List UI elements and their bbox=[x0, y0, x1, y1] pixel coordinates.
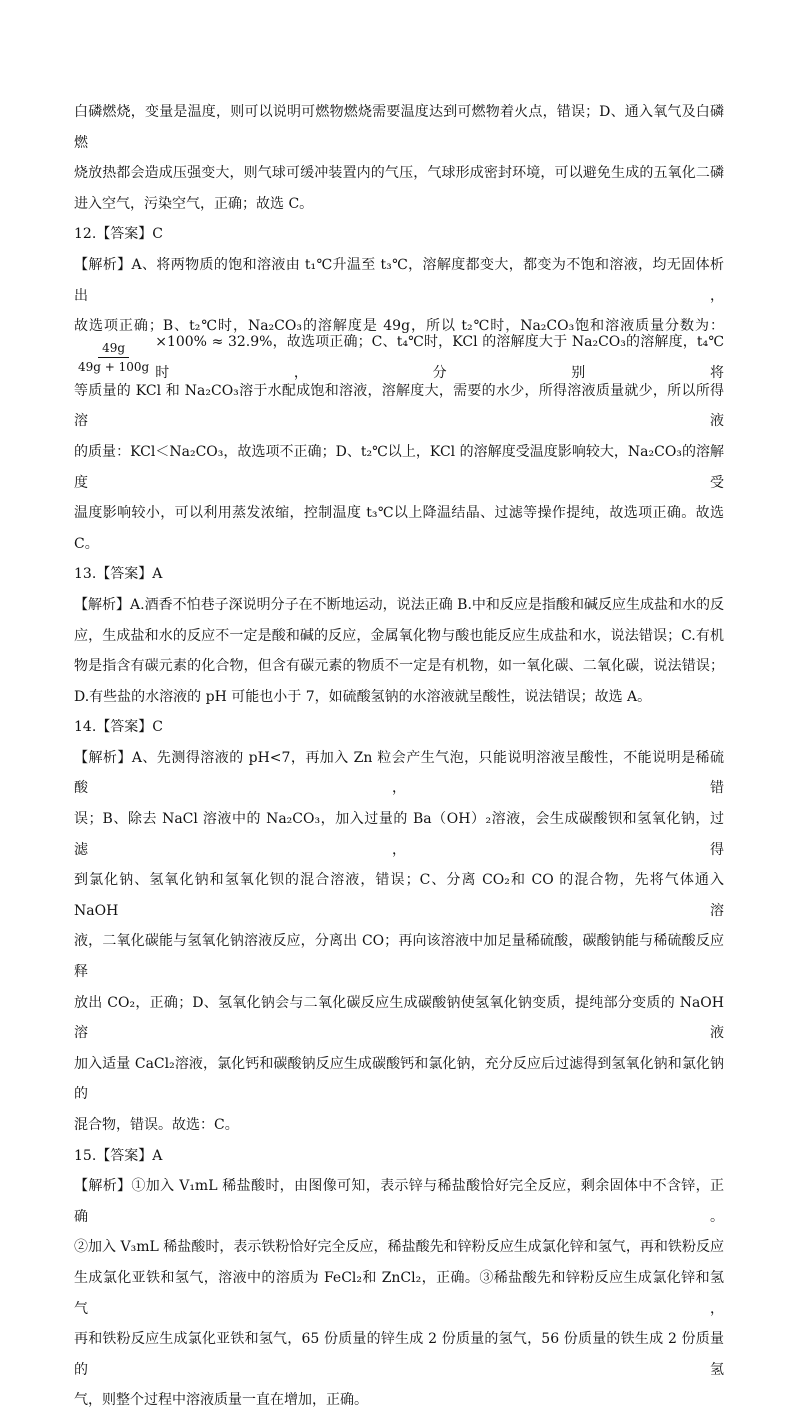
q11-line: 白磷燃烧，变量是温度，则可以说明可燃物燃烧需要温度达到可燃物着火点，错误；D、通入氧气及白磷燃 bbox=[74, 104, 724, 151]
q14-line: 液，二氧化碳能与氢氧化钠溶液反应，分离出 CO；再向该溶液中加足量稀硫酸，碳酸钠能与稀硫酸反应释 bbox=[74, 933, 724, 981]
q14-line: 误；B、除去 NaCl 溶液中的 Na₂CO₃，加入过量的 Ba（OH）₂溶液，会生成碳酸钡和氢氧化钠，过滤，得 bbox=[74, 811, 724, 858]
fraction-denominator: 49g + 100g bbox=[78, 360, 150, 375]
q15-line: 再和铁粉反应生成氯化亚铁和氢气，65 份质量的锌生成 2 份质量的氢气，56 份质量的铁生成 2 份质量的氢 bbox=[74, 1331, 724, 1378]
q15-line: 生成氯化亚铁和氢气，溶液中的溶质为 FeCl₂和 ZnCl₂，正确。③稀盐酸先和锌粉反应生成氯化锌和氢气， bbox=[74, 1269, 724, 1317]
q14-line: 到氯化钠、氢氧化钠和氢氧化钡的混合溶液，错误；C、分离 CO₂和 CO 的混合物，先将气体通入 NaOH 溶 bbox=[74, 872, 724, 919]
fraction-numerator: 49g bbox=[98, 340, 129, 358]
q12-line: 故选项正确；B、t₂℃时，Na₂CO₃的溶解度是 49g，所以 t₂℃时，Na₂CO₃饱和溶液质量分数为： bbox=[74, 318, 724, 335]
q11-line: 进入空气，污染空气，正确；故选 C。 bbox=[74, 195, 314, 212]
mass-fraction-formula bbox=[74, 340, 153, 375]
q13-line: D.有些盐的水溶液的 pH 可能也小于 7，如硫酸氢钠的水溶液就呈酸性，说法错误；故选 A。 bbox=[74, 688, 652, 705]
q13-line: 应，生成盐和水的反应不一定是酸和碱的反应，金属氧化物与酸也能反应生成盐和水，说法错误；C.有机 bbox=[74, 627, 724, 644]
q13-line: 物是指含有碳元素的化合物，但含有碳元素的物质不一定是有机物，如一氧化碳、二氧化碳，说法错误； bbox=[74, 658, 724, 675]
q14-answer-header: 14.【答案】C bbox=[74, 719, 163, 736]
q12-line: 的质量：KCl＜Na₂CO₃，故选项不正确；D、t₂℃以上，KCl 的溶解度受温度影响较大，Na₂CO₃的溶解度受 bbox=[74, 443, 724, 491]
q14-line: 混合物，错误。故选：C。 bbox=[74, 1117, 239, 1133]
q14-line: 【解析】A、先测得溶液的 pH<7，再加入 Zn 粒会产生气泡，只能说明溶液呈酸性，不能说明是稀硫酸，错 bbox=[74, 749, 724, 797]
q12-fraction-line bbox=[74, 334, 724, 381]
q12-line: 温度影响较小，可以利用蒸发浓缩，控制温度 t₃℃以上降温结晶、过滤等操作提纯，故选项正确。故选 C。 bbox=[74, 505, 724, 552]
q12-line: 【解析】A、将两物质的饱和溶液由 t₁℃升温至 t₃℃，溶解度都变大，都变为不饱和溶液，均无固体析出， bbox=[74, 256, 724, 304]
q12-fraction-tail: ×100% ≈ 32.9%，故选项正确；C、t₄℃时，KCl 的溶解度大于 Na₂CO₃的溶解度，t₄℃时，分别将 bbox=[155, 334, 724, 381]
q14-line: 放出 CO₂，正确；D、氢氧化钠会与二氧化碳反应生成碳酸钠使氢氧化钠变质，提纯部分变质的 NaOH 溶液 bbox=[74, 994, 724, 1042]
q15-line: 【解析】①加入 V₁mL 稀盐酸时，由图像可知，表示锌与稀盐酸恰好完全反应，剩余固体中不含锌，正确。 bbox=[74, 1178, 724, 1225]
q11-line: 烧放热都会造成压强变大，则气球可缓冲装置内的气压，气球形成密封环境，可以避免生成的五氧化二磷 bbox=[74, 165, 724, 182]
answer-content bbox=[74, 97, 724, 1416]
q14-line: 加入适量 CaCl₂溶液，氯化钙和碳酸钠反应生成碳酸钙和氯化钠，充分反应后过滤得到氢氧化钠和氯化钠的 bbox=[74, 1055, 724, 1103]
q12-answer-header: 12.【答案】C bbox=[74, 226, 163, 243]
q13-line: 【解析】A.酒香不怕巷子深说明分子在不断地运动，说法正确 B.中和反应是指酸和碱反应生成盐和水的反 bbox=[74, 596, 724, 613]
q12-line: 等质量的 KCl 和 Na₂CO₃溶于水配成饱和溶液，溶解度大，需要的水少，所得溶液质量就少，所以所得溶液 bbox=[74, 382, 724, 430]
q13-answer-header: 13.【答案】A bbox=[74, 566, 163, 583]
q15-line: 气，则整个过程中溶液质量一直在增加，正确。 bbox=[74, 1392, 368, 1409]
q15-answer-header: 15.【答案】A bbox=[74, 1147, 163, 1164]
q15-line: ②加入 V₃mL 稀盐酸时，表示铁粉恰好完全反应，稀盐酸先和锌粉反应生成氯化锌和氢气，再和铁粉反应 bbox=[74, 1239, 724, 1256]
